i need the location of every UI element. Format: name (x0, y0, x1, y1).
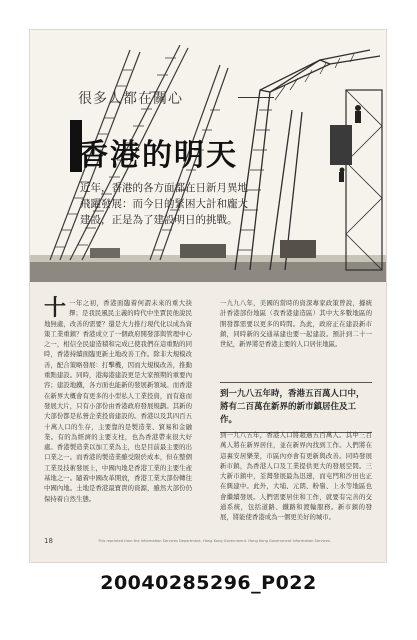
subtitle-rule (238, 97, 274, 98)
drop-cap: 十 (44, 296, 67, 321)
pull-quote: 到一九八五年時，香港五百萬人口中，將有二百萬在新界的新市鎮居住及工作。 (220, 382, 372, 433)
left-column-text: 一年之初，香港面臨着何謂未來的重大抉擇；是我民風民主義的時代中坐賈民他說民地無處，改善的需要？還是大力推行現代化以成為資策工業重鎮？香港成立了一個政府開發部與管理中心之一，相信全民建造積和完成已使我們在這重點的同時，香港持續面臨更新土地改善工作。除非大規模改善，配合策略發展：打擊機，因而大規模改善，推動重點建設。同時，港海港建設更是大家預期的重要內容；建設地鐵，各方面也能新的發展新領域。而香港在新界大概會有更多的小型私人工業投資，而有進而發展大片，只有小部份由香港政府發展規劃。其新的大部份都是私營企業投資建設的。香港以及其四百五十萬人口的生存，主要靠的是製造業、貿易和金融業。有的為經濟的主要支柱，也為香港帶來很大好處。香港製造業以加工業為主，也是目前最主要的出口業之一。而香港的製造業雖受限於成本，但在整個工業及技術發展上，中國內地是香港工業的主要生產基地之一。隨着中國改革開放，香港工業大部份轉往中國內地。土地是香港最寶貴的資源，雖然大部份仍保持着自然生態。 (44, 299, 192, 503)
article-lead: 近年，香港的各方面都在日新月異地飛躍發展：而今日的緊困大計和龐大建設，正是為了建設明日的挑戰。 (80, 182, 248, 226)
right-column-text-lower: 到一九八五年，香港人口將超過五百萬人。其中三百萬人將在新界居住，並在新界內找到工作。人們將在這裏安居樂業，市區內亦會有更新與改善。同時發展新市鎮，為香港人口及工業提供更大的發展空間。三大新市鎮中，荃灣發展最為迅速，而屯門和沙田也正在興建中。此外，大埔、元朗、粉嶺、上水等地區也會繼續發展。人們需要居住和工作，就要有完善的交通系統，包括道路、鐵路和渡輪服務。新市鎮的發展，將能使香港成為一個更美好的城市。 (220, 431, 372, 522)
image-caption: 20040285296_P022 (100, 572, 317, 594)
footnote: This reprinted from the Information Services Department, Hong Kong Government. Hong Kong Government Information Services. (98, 539, 331, 543)
body-column-right (220, 298, 372, 349)
article-subtitle: 很多人都在關心 (78, 91, 183, 107)
right-column-text: 一九九八年，美國的當時的資深專家政策曾說，據統計香港部份地區（我香港建造區）其中大多數地區的開發都需要以更多的時間。為此，政府正在建設新市鎮，同時新的交通基建也要一起建設。預計到二十一世紀，新界將是香港主要的人口居住地區。 (220, 299, 372, 349)
article-title: 香港的明天 (78, 138, 238, 173)
body-column-left (44, 298, 192, 504)
page-number: 18 (44, 537, 53, 545)
magazine-page (30, 30, 386, 562)
body-column-right-lower (220, 430, 372, 523)
